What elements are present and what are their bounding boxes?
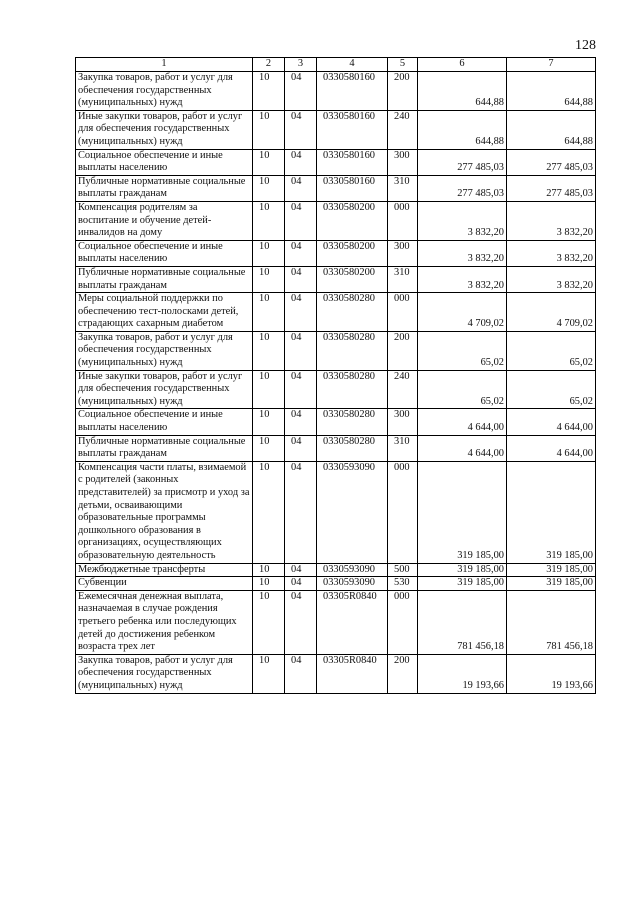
row-name: Публичные нормативные социальные выплаты гражданам — [76, 175, 253, 201]
row-name: Публичные нормативные социальные выплаты гражданам — [76, 435, 253, 461]
row-amount-6: 4 644,00 — [418, 409, 507, 435]
column-header: 7 — [507, 58, 596, 72]
row-subsection: 04 — [285, 201, 317, 240]
row-amount-7: 644,88 — [507, 72, 596, 111]
table-row — [76, 577, 596, 591]
page-number: 128 — [575, 38, 596, 53]
row-section: 10 — [253, 577, 285, 591]
table-row — [76, 240, 596, 266]
row-amount-7: 319 185,00 — [507, 563, 596, 577]
row-name: Публичные нормативные социальные выплаты гражданам — [76, 266, 253, 292]
row-amount-6: 65,02 — [418, 331, 507, 370]
row-amount-6: 3 832,20 — [418, 240, 507, 266]
row-target-article: 03305R0840 — [317, 654, 388, 693]
row-target-article: 0330580280 — [317, 435, 388, 461]
row-amount-7: 3 832,20 — [507, 266, 596, 292]
row-expense-type: 310 — [388, 435, 418, 461]
row-amount-7: 3 832,20 — [507, 240, 596, 266]
row-subsection: 04 — [285, 577, 317, 591]
row-expense-type: 200 — [388, 654, 418, 693]
column-header: 6 — [418, 58, 507, 72]
row-target-article: 0330580280 — [317, 293, 388, 332]
column-header: 5 — [388, 58, 418, 72]
row-amount-6: 65,02 — [418, 370, 507, 409]
row-expense-type: 310 — [388, 175, 418, 201]
table-row — [76, 110, 596, 149]
column-header: 2 — [253, 58, 285, 72]
row-amount-6: 4 709,02 — [418, 293, 507, 332]
row-section: 10 — [253, 293, 285, 332]
row-section: 10 — [253, 266, 285, 292]
row-subsection: 04 — [285, 72, 317, 111]
row-amount-7: 4 644,00 — [507, 435, 596, 461]
row-subsection: 04 — [285, 293, 317, 332]
row-name: Межбюджетные трансферты — [76, 563, 253, 577]
row-name: Иные закупки товаров, работ и услуг для обеспечения государственных (муниципальных) нужд — [76, 110, 253, 149]
row-subsection: 04 — [285, 435, 317, 461]
row-section: 10 — [253, 409, 285, 435]
table-row — [76, 370, 596, 409]
row-amount-7: 319 185,00 — [507, 461, 596, 563]
row-amount-6: 3 832,20 — [418, 266, 507, 292]
row-amount-7: 644,88 — [507, 110, 596, 149]
row-amount-7: 3 832,20 — [507, 201, 596, 240]
row-amount-7: 4 709,02 — [507, 293, 596, 332]
row-amount-6: 4 644,00 — [418, 435, 507, 461]
row-amount-6: 19 193,66 — [418, 654, 507, 693]
row-amount-7: 65,02 — [507, 331, 596, 370]
row-expense-type: 200 — [388, 331, 418, 370]
row-expense-type: 000 — [388, 293, 418, 332]
row-amount-6: 277 485,03 — [418, 149, 507, 175]
row-subsection: 04 — [285, 266, 317, 292]
row-amount-6: 319 185,00 — [418, 461, 507, 563]
column-header: 1 — [76, 58, 253, 72]
row-expense-type: 300 — [388, 409, 418, 435]
column-header: 3 — [285, 58, 317, 72]
row-expense-type: 000 — [388, 590, 418, 654]
row-subsection: 04 — [285, 590, 317, 654]
row-expense-type: 240 — [388, 370, 418, 409]
row-amount-6: 644,88 — [418, 110, 507, 149]
row-amount-7: 781 456,18 — [507, 590, 596, 654]
row-name: Социальное обеспечение и иные выплаты населению — [76, 240, 253, 266]
row-name: Закупка товаров, работ и услуг для обеспечения государственных (муниципальных) нужд — [76, 654, 253, 693]
table-row — [76, 266, 596, 292]
table-row — [76, 175, 596, 201]
row-expense-type: 310 — [388, 266, 418, 292]
row-section: 10 — [253, 563, 285, 577]
table-row — [76, 293, 596, 332]
row-amount-6: 644,88 — [418, 72, 507, 111]
row-target-article: 0330593090 — [317, 563, 388, 577]
row-section: 10 — [253, 201, 285, 240]
row-name: Компенсация части платы, взимаемой с родителей (законных представителей) за присмотр и уход за детьми, осваивающими образовательные программы дошкольного образования в организациях, осуществляющих образовательную деятельность — [76, 461, 253, 563]
row-expense-type: 000 — [388, 461, 418, 563]
row-expense-type: 530 — [388, 577, 418, 591]
row-target-article: 0330580160 — [317, 149, 388, 175]
row-section: 10 — [253, 149, 285, 175]
row-target-article: 0330593090 — [317, 577, 388, 591]
row-subsection: 04 — [285, 149, 317, 175]
table-row — [76, 72, 596, 111]
table-row — [76, 563, 596, 577]
row-expense-type: 000 — [388, 201, 418, 240]
row-subsection: 04 — [285, 654, 317, 693]
row-name: Закупка товаров, работ и услуг для обеспечения государственных (муниципальных) нужд — [76, 331, 253, 370]
row-amount-6: 277 485,03 — [418, 175, 507, 201]
row-section: 10 — [253, 240, 285, 266]
row-amount-6: 781 456,18 — [418, 590, 507, 654]
budget-table — [75, 57, 596, 694]
row-target-article: 0330580160 — [317, 175, 388, 201]
row-amount-7: 65,02 — [507, 370, 596, 409]
row-amount-7: 277 485,03 — [507, 149, 596, 175]
table-row — [76, 409, 596, 435]
row-amount-6: 319 185,00 — [418, 577, 507, 591]
row-target-article: 0330580280 — [317, 409, 388, 435]
row-name: Иные закупки товаров, работ и услуг для обеспечения государственных (муниципальных) нужд — [76, 370, 253, 409]
row-subsection: 04 — [285, 409, 317, 435]
row-target-article: 0330580280 — [317, 331, 388, 370]
row-section: 10 — [253, 370, 285, 409]
row-section: 10 — [253, 72, 285, 111]
row-section: 10 — [253, 110, 285, 149]
row-amount-6: 3 832,20 — [418, 201, 507, 240]
row-name: Компенсация родителям за воспитание и обучение детей-инвалидов на дому — [76, 201, 253, 240]
row-subsection: 04 — [285, 331, 317, 370]
row-name: Субвенции — [76, 577, 253, 591]
row-subsection: 04 — [285, 175, 317, 201]
row-amount-7: 19 193,66 — [507, 654, 596, 693]
row-amount-7: 319 185,00 — [507, 577, 596, 591]
row-section: 10 — [253, 654, 285, 693]
column-header: 4 — [317, 58, 388, 72]
row-section: 10 — [253, 175, 285, 201]
row-amount-7: 277 485,03 — [507, 175, 596, 201]
row-target-article: 0330580200 — [317, 240, 388, 266]
table-header-row — [76, 58, 596, 72]
row-section: 10 — [253, 461, 285, 563]
row-target-article: 0330580160 — [317, 110, 388, 149]
row-name: Меры социальной поддержки по обеспечению тест-полосками детей, страдающих сахарным диабетом — [76, 293, 253, 332]
table-row — [76, 331, 596, 370]
row-amount-6: 319 185,00 — [418, 563, 507, 577]
row-amount-7: 4 644,00 — [507, 409, 596, 435]
row-target-article: 0330580160 — [317, 72, 388, 111]
table-row — [76, 654, 596, 693]
table-row — [76, 435, 596, 461]
row-expense-type: 500 — [388, 563, 418, 577]
row-section: 10 — [253, 590, 285, 654]
row-name: Социальное обеспечение и иные выплаты населению — [76, 149, 253, 175]
row-expense-type: 200 — [388, 72, 418, 111]
row-target-article: 03305R0840 — [317, 590, 388, 654]
row-subsection: 04 — [285, 563, 317, 577]
row-section: 10 — [253, 435, 285, 461]
row-target-article: 0330593090 — [317, 461, 388, 563]
table-row — [76, 201, 596, 240]
row-expense-type: 240 — [388, 110, 418, 149]
table-row — [76, 461, 596, 563]
row-target-article: 0330580200 — [317, 201, 388, 240]
row-target-article: 0330580280 — [317, 370, 388, 409]
table-row — [76, 590, 596, 654]
row-subsection: 04 — [285, 110, 317, 149]
row-name: Ежемесячная денежная выплата, назначаемая в случае рождения третьего ребенка или последующих детей до достижения ребенком возраста трех лет — [76, 590, 253, 654]
row-subsection: 04 — [285, 370, 317, 409]
row-expense-type: 300 — [388, 149, 418, 175]
row-subsection: 04 — [285, 240, 317, 266]
table-row — [76, 149, 596, 175]
row-name: Социальное обеспечение и иные выплаты населению — [76, 409, 253, 435]
row-section: 10 — [253, 331, 285, 370]
row-target-article: 0330580200 — [317, 266, 388, 292]
row-expense-type: 300 — [388, 240, 418, 266]
row-name: Закупка товаров, работ и услуг для обеспечения государственных (муниципальных) нужд — [76, 72, 253, 111]
row-subsection: 04 — [285, 461, 317, 563]
